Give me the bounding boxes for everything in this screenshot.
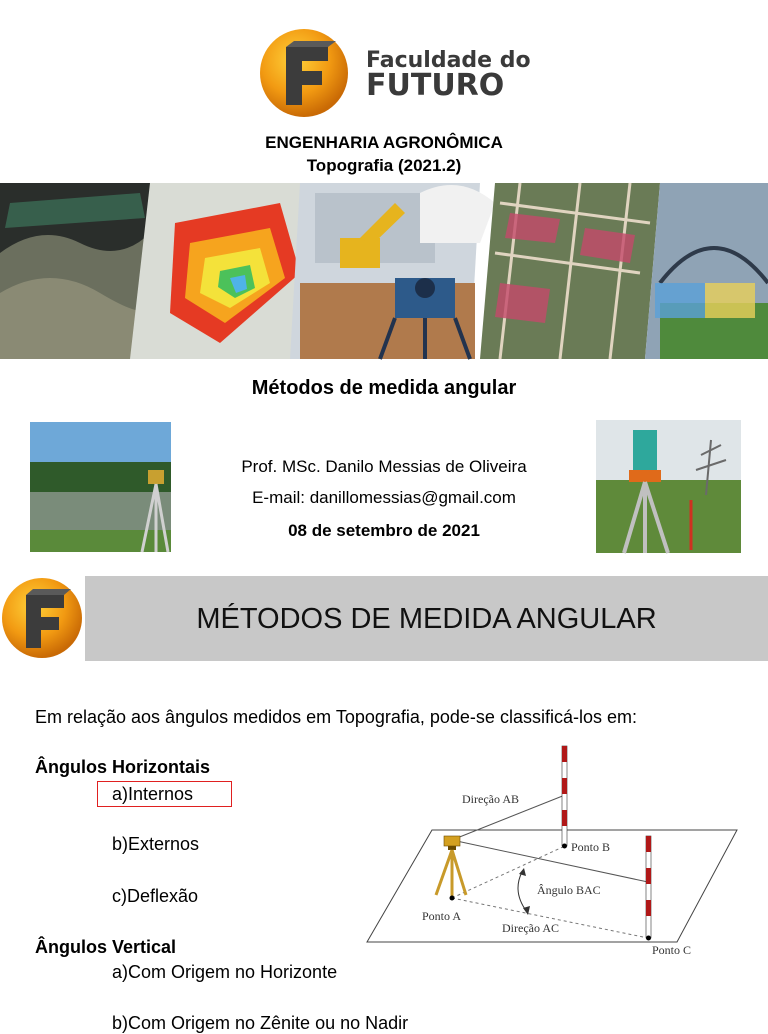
list-item: a)Internos [112, 784, 194, 804]
professor-email: E-mail: danillomessias@gmail.com [252, 488, 516, 507]
list-item: b)Com Origem no Zênite ou no Nadir [112, 1013, 409, 1033]
logo-line1: Faculdade do [366, 48, 531, 73]
label-angulo-bac: Ângulo BAC [537, 883, 601, 897]
label-direcao-ab: Direção AB [462, 792, 519, 806]
label-ponto-c: Ponto C [652, 943, 692, 957]
logo-line2: FUTURO [366, 68, 505, 103]
intro-text: Em relação aos ângulos medidos em Topografia, pode-se classificá-los em: [35, 707, 637, 727]
list-item: a)Com Origem no Horizonte [112, 962, 338, 982]
faculdade-do-futuro-logo-icon [0, 573, 86, 663]
list-item: b)Externos [112, 834, 200, 854]
slide-title: MÉTODOS DE MEDIDA ANGULAR [196, 603, 657, 635]
label-ponto-b: Ponto B [571, 840, 611, 854]
list-item: c)Deflexão [112, 886, 199, 906]
presentation-title: Métodos de medida angular [251, 377, 517, 399]
label-direcao-ac: Direção AC [502, 921, 559, 935]
horizontal-angles-heading: Ângulos Horizontais [35, 757, 210, 777]
presentation-date: 08 de setembro de 2021 [288, 521, 480, 540]
subject-name: Topografia (2021.2) [306, 156, 462, 175]
faculdade-do-futuro-logo [258, 25, 531, 121]
horizontal-angle-diagram [362, 740, 742, 962]
vertical-angles-heading: Ângulos Vertical [35, 937, 177, 957]
range-pole-c [646, 836, 651, 941]
surveying-photo-collage [0, 183, 768, 359]
range-pole-b [562, 746, 567, 849]
course-name: ENGENHARIA AGRONÔMICA [265, 133, 503, 152]
label-ponto-a: Ponto A [422, 909, 462, 923]
professor-name: Prof. MSc. Danilo Messias de Oliveira [241, 457, 527, 476]
